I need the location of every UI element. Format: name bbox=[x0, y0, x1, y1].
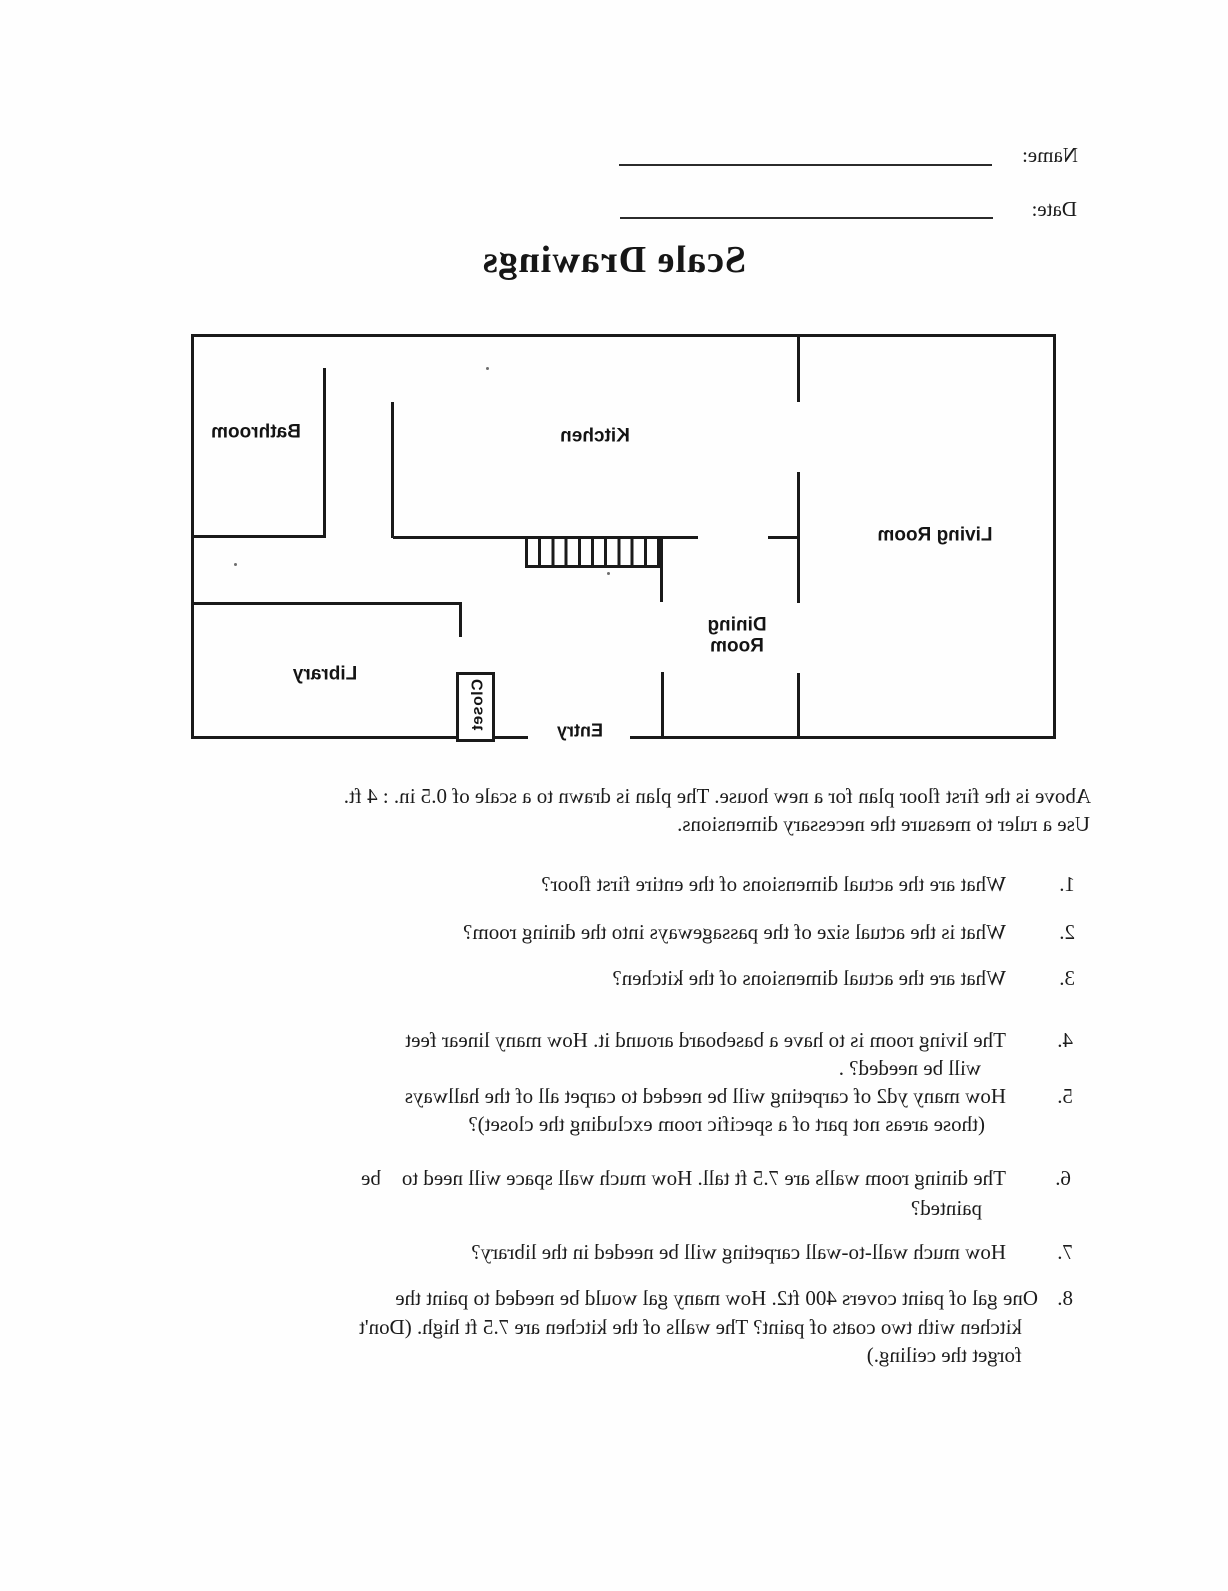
wall-segment bbox=[661, 672, 664, 739]
room-label-library: Library bbox=[292, 663, 358, 685]
wall-segment bbox=[459, 602, 462, 637]
wall-segment bbox=[797, 334, 800, 402]
room-label-dining-room: Dining Room bbox=[707, 614, 767, 656]
wall-segment bbox=[191, 602, 462, 605]
wall-segment bbox=[1053, 334, 1056, 739]
question-text: What is the actual size of the passageways into the dining room? bbox=[463, 920, 1006, 944]
question-number: 5. bbox=[1057, 1084, 1073, 1108]
wall-segment bbox=[191, 535, 326, 538]
room-label-entry: Entry bbox=[556, 720, 604, 741]
room-label-living-room: Living Room bbox=[877, 524, 993, 546]
room-label-kitchen: Kitchen bbox=[560, 425, 630, 447]
date-label: Date: bbox=[1031, 197, 1077, 221]
intro-line: Use a ruler to measure the necessary dimensions. bbox=[677, 812, 1090, 836]
question-text: forget the ceiling.) bbox=[866, 1343, 1022, 1367]
question-number: 3. bbox=[1059, 966, 1075, 990]
question-text: What are the actual dimensions of the entire first floor? bbox=[541, 872, 1006, 896]
stairs bbox=[525, 539, 660, 568]
wall-segment bbox=[797, 472, 800, 603]
scan-speck bbox=[234, 563, 237, 566]
question-number: 1. bbox=[1059, 872, 1075, 896]
wall-segment bbox=[391, 402, 394, 538]
question-text: (those areas not part of a specific room excluding the closet)? bbox=[468, 1112, 985, 1136]
page-title: Scale Drawings bbox=[481, 239, 747, 281]
date-underline bbox=[620, 217, 993, 219]
question-text: How much wall-to-wall carpeting will be needed in the library? bbox=[471, 1240, 1006, 1264]
question-text: will be needed? . bbox=[838, 1056, 981, 1080]
question-text: painted? bbox=[910, 1196, 982, 1220]
question-text: kitchen with two coats of paint? The walls of the kitchen are 7.5 ft high. (Don't bbox=[359, 1315, 1022, 1339]
question-text: The living room is to have a baseboard around it. How many linear feet bbox=[405, 1028, 1006, 1052]
question-text: The dining room walls are 7.5 ft tall. How much wall space will need to be bbox=[360, 1166, 1006, 1190]
wall-segment bbox=[797, 673, 800, 739]
question-number: 4. bbox=[1057, 1028, 1073, 1052]
floor-plan bbox=[191, 334, 1056, 739]
name-underline bbox=[619, 164, 992, 166]
question-number: 8. bbox=[1057, 1286, 1073, 1310]
wall-segment bbox=[660, 537, 663, 602]
name-label: Name: bbox=[1022, 143, 1078, 167]
scan-speck bbox=[486, 367, 489, 370]
room-label-closet: Closet bbox=[469, 679, 487, 731]
question-number: 6. bbox=[1055, 1166, 1071, 1190]
wall-segment bbox=[191, 334, 1056, 337]
wall-segment bbox=[630, 736, 1056, 739]
question-number: 7. bbox=[1057, 1240, 1073, 1264]
intro-line: Above is the first floor plan for a new house. The plan is drawn to a scale of 0.5 in. : 4 ft. bbox=[343, 784, 1091, 808]
room-label-bathroom: Bathroom bbox=[211, 421, 301, 443]
question-text: How many yd2 of carpeting will be needed to carpet all of the hallways bbox=[404, 1084, 1006, 1108]
question-number: 2. bbox=[1059, 920, 1075, 944]
question-text: What are the actual dimensions of the kitchen? bbox=[612, 966, 1006, 990]
question-text: One gal of paint covers 400 ft2. How many gal would be needed to paint the bbox=[395, 1286, 1038, 1310]
wall-segment bbox=[323, 368, 326, 535]
wall-segment bbox=[768, 536, 800, 539]
scan-speck bbox=[607, 572, 610, 575]
